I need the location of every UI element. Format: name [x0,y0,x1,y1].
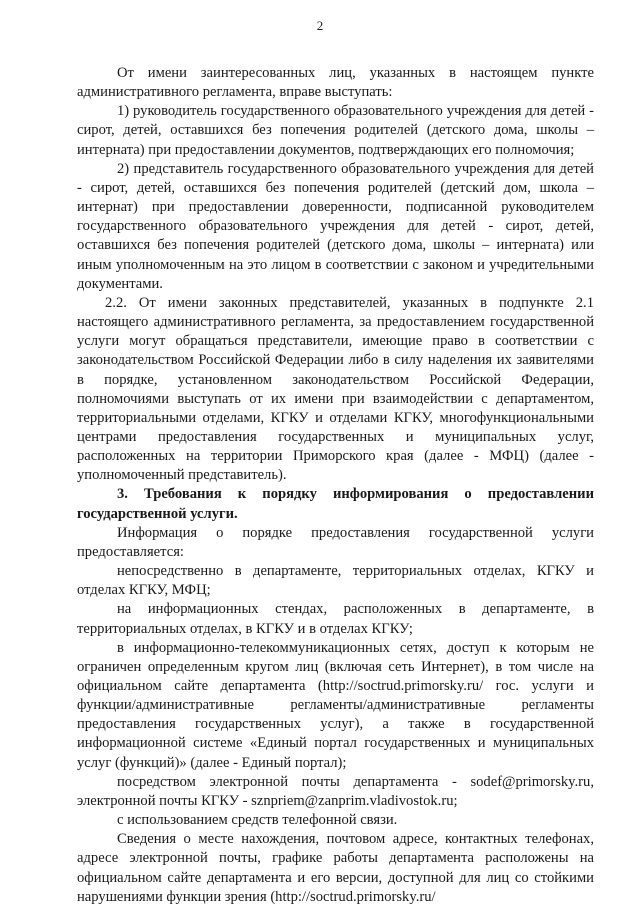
page-number: 2 [316,18,324,33]
list-item: в информационно-телекоммуникационных сетях, доступ к которым не ограничен определенным кругом лиц (включая сеть Интернет), в том числе на официальном сайте департамента (http://soctrud.primorsky.ru/ гос. услуги и функции/административные регламенты/административные регламенты предоставления государственных услуг), а также в государственной информационной системе «Единый портал государственных и муниципальных услуг (функций)» (далее - Единый портал); [77,639,594,771]
paragraph: От имени заинтересованных лиц, указанных в настоящем пункте административного регламента, вправе выступать: [77,65,594,101]
section-heading: 3. Требования к порядку информирования о предоставлении государственной услуги. [77,486,594,522]
paragraph: Информация о порядке предоставления государственной услуги предоставляется: [77,524,594,560]
list-item: 2) представитель государственного образовательного учреждения для детей - сирот, детей, оставшихся без попечения родителей (детский дом, школа – интернат) при предоставлении доверенности, подписанной руководителем государственного образовательного учреждения для детей - сирот, детей, оставшихся без попечения родителей (детского дома, школы – интерната) или иным уполномоченным на это лицом в соответствии с законом и учредительными документами. [77,160,594,292]
list-item: непосредственно в департаменте, территориальных отделах, КГКУ и отделах КГКУ, МФЦ; [77,563,594,599]
list-item: посредством электронной почты департамента - sodef@primorsky.ru, электронной почты КГКУ - sznpriem@zanprim.vladivostok.ru; [77,773,594,809]
paragraph: 2.2. От имени законных представителей, указанных в подпункте 2.1 настоящего административного регламента, за предоставлением государственной услуги могут обращаться представители, имеющие право в соответствии с законодательством Российской Федерации либо в силу наделения их заявителями в порядке, установленном законодательством Российской Федерации, полномочиями выступать от их имени при взаимодействии с департаментом, территориальными отделами, КГКУ и отделами КГКУ, многофункциональными центрами предоставления государственных и муниципальных услуг, расположенных на территории Приморского края (далее - МФЦ) (далее - уполномоченный представитель). [77,294,594,484]
document-body [77,64,594,907]
paragraph: Сведения о месте нахождения, почтовом адресе, контактных телефонах, адресе электронной почты, графике работы департамента расположены на официальном сайте департамента и его версии, доступной для лиц со стойкими нарушениями функции зрения (http://soctrud.primorsky.ru/ [77,831,594,905]
list-item: с использованием средств телефонной связи. [117,812,398,829]
list-item: 1) руководитель государственного образовательного учреждения для детей - сирот, детей, оставшихся без попечения родителей (детского дома, школы – интерната) при предоставлении документов, подтверждающих его полномочия; [77,103,594,158]
list-item: на информационных стендах, расположенных в департаменте, в территориальных отделах, в КГКУ и в отделах КГКУ; [77,601,594,637]
